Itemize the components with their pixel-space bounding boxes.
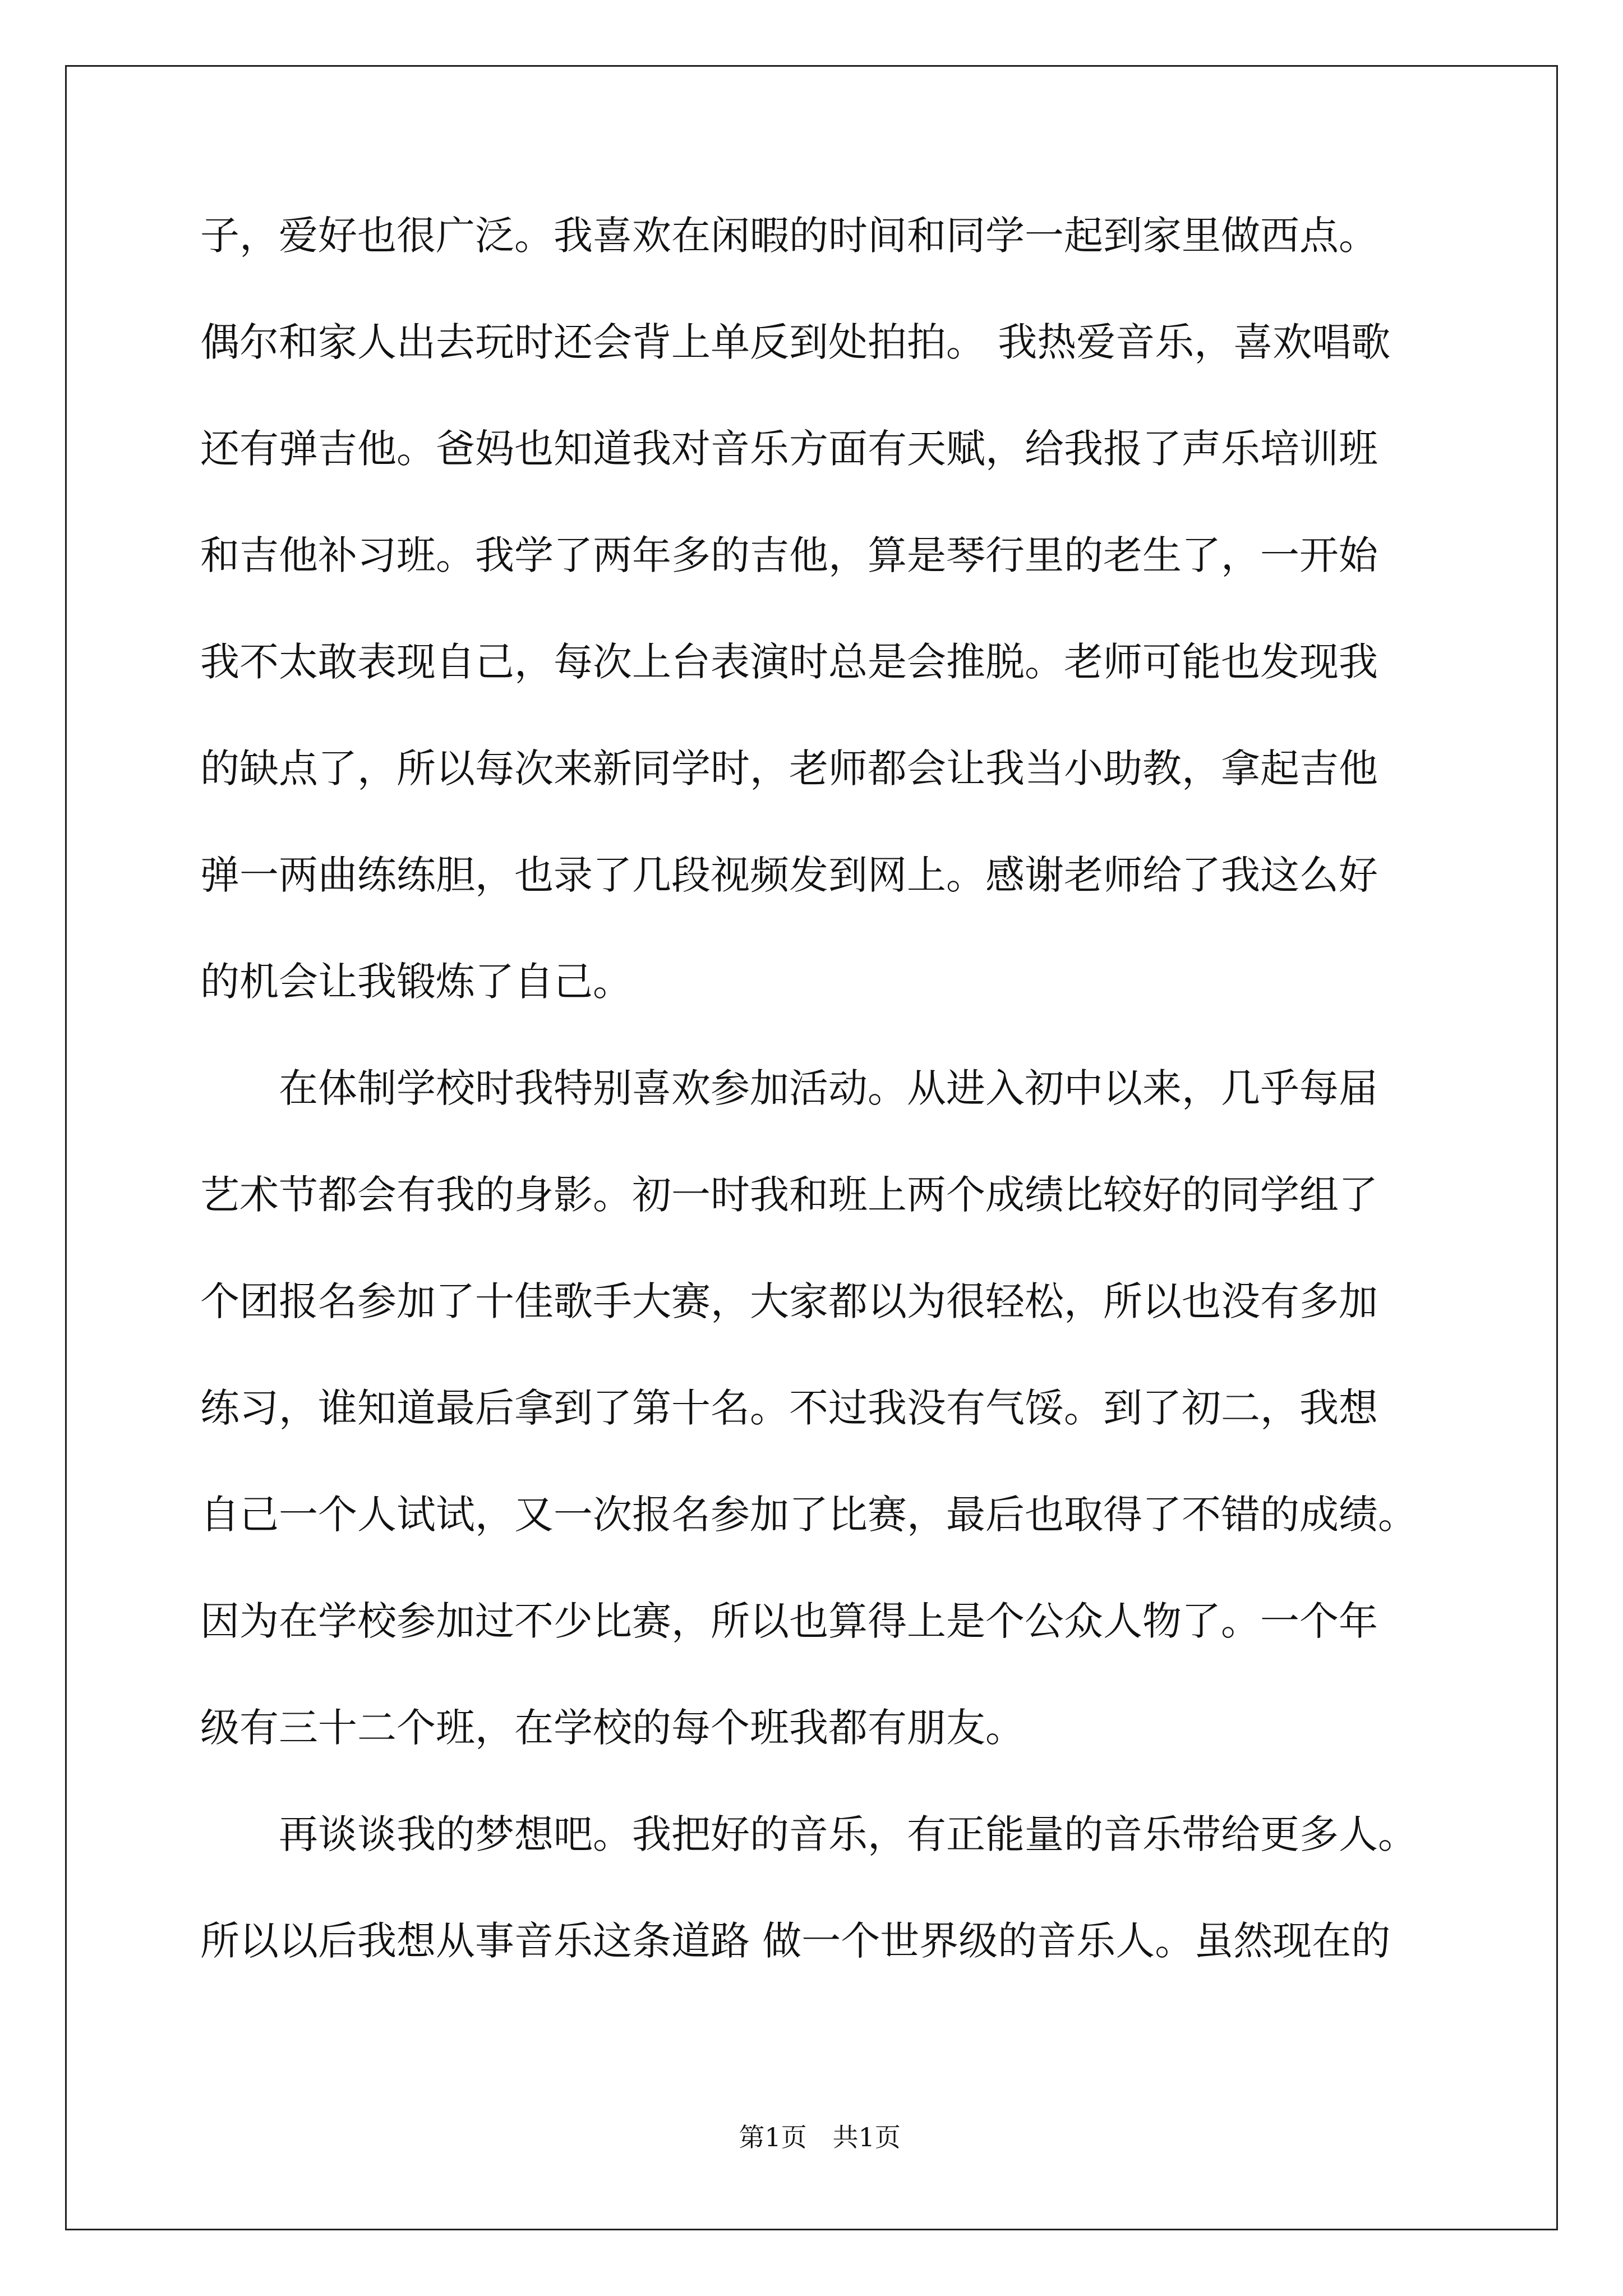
text-line: 偶尔和家人出去玩时还会背上单反到处拍拍。 我热爱音乐，喜欢唱歌 [200,319,1391,365]
text-line: 的机会让我锻炼了自己。 [200,959,632,1005]
text-line: 的缺点了，所以每次来新同学时，老师都会让我当小助教，拿起吉他 [200,746,1378,792]
text-line: 个团报名参加了十佳歌手大赛，大家都以为很轻松，所以也没有多加 [200,1278,1378,1324]
text-line: 练习，谁知道最后拿到了第十名。不过我没有气馁。到了初二，我想 [200,1385,1378,1431]
text-line: 弹一两曲练练胆，也录了几段视频发到网上。感谢老师给了我这么好 [200,852,1378,898]
text-line: 所以以后我想从事音乐这条道路 做一个世界级的音乐人。虽然现在的 [200,1918,1391,1964]
text-line: 我不太敢表现自己，每次上台表演时总是会推脱。老师可能也发现我 [200,639,1378,685]
paragraph-first-line: 在体制学校时我特别喜欢参加活动。从进入初中以来，几乎每届 [279,1065,1378,1111]
text-line: 级有三十二个班，在学校的每个班我都有朋友。 [200,1705,1025,1751]
page-footer [0,2087,1623,2154]
text-line: 和吉他补习班。我学了两年多的吉他，算是琴行里的老生了，一开始 [200,532,1378,578]
text-line: 还有弹吉他。爸妈也知道我对音乐方面有天赋，给我报了声乐培训班 [200,426,1378,472]
text-line: 因为在学校参加过不少比赛，所以也算得上是个公众人物了。一个年 [200,1598,1378,1644]
text-line: 自己一个人试试，又一次报名参加了比赛，最后也取得了不错的成绩。 [200,1492,1417,1538]
page-number: 第1页 共1页 [739,2122,901,2152]
text-line: 子，爱好也很广泛。我喜欢在闲暇的时间和同学一起到家里做西点。 [200,213,1378,259]
text-line: 艺术节都会有我的身影。初一时我和班上两个成绩比较好的同学组了 [200,1172,1378,1218]
body-text [200,182,1473,1994]
paragraph-first-line: 再谈谈我的梦想吧。我把好的音乐，有正能量的音乐带给更多人。 [279,1811,1417,1857]
